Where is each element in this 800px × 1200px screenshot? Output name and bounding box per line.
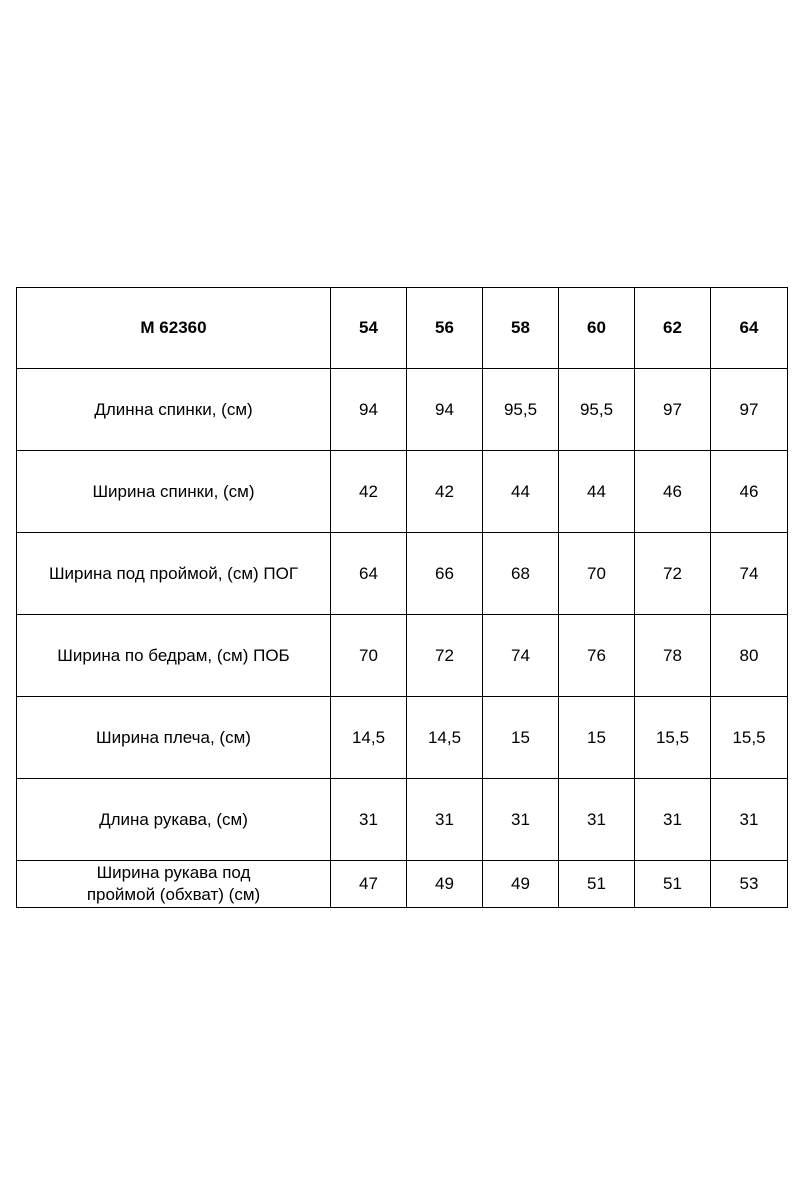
value-cell: 15,5 [711,697,788,779]
table-row [17,451,788,533]
value-cell: 78 [635,615,711,697]
value-cell: 42 [331,451,407,533]
table-row [17,779,788,861]
value-cell: 74 [483,615,559,697]
table-row [17,697,788,779]
value-cell: 70 [331,615,407,697]
value-cell: 44 [559,451,635,533]
table-row [17,533,788,615]
value-cell: 97 [711,369,788,451]
value-cell: 80 [711,615,788,697]
value-cell: 46 [711,451,788,533]
size-chart-table [16,287,788,908]
value-cell: 53 [711,861,788,908]
value-cell: 97 [635,369,711,451]
value-cell: 14,5 [331,697,407,779]
value-cell: 68 [483,533,559,615]
size-header: 64 [711,288,788,369]
row-label: Ширина под проймой, (см) ПОГ [17,533,331,615]
table-row [17,615,788,697]
value-cell: 31 [331,779,407,861]
row-label: Ширина спинки, (см) [17,451,331,533]
size-header: 62 [635,288,711,369]
row-label-line: проймой (обхват) (см) [86,885,261,904]
value-cell: 15,5 [635,697,711,779]
value-cell: 94 [407,369,483,451]
size-header: 56 [407,288,483,369]
header-row [17,288,788,369]
value-cell: 42 [407,451,483,533]
row-label: Ширина по бедрам, (см) ПОБ [17,615,331,697]
value-cell: 51 [559,861,635,908]
value-cell: 66 [407,533,483,615]
value-cell: 15 [483,697,559,779]
size-header: 58 [483,288,559,369]
value-cell: 64 [331,533,407,615]
value-cell: 31 [635,779,711,861]
value-cell: 44 [483,451,559,533]
value-cell: 72 [635,533,711,615]
value-cell: 31 [559,779,635,861]
value-cell: 47 [331,861,407,908]
value-cell: 51 [635,861,711,908]
row-label: Ширина плеча, (см) [17,697,331,779]
value-cell: 95,5 [483,369,559,451]
value-cell: 49 [483,861,559,908]
model-title: M 62360 [17,288,331,369]
value-cell: 31 [711,779,788,861]
size-header: 54 [331,288,407,369]
value-cell: 31 [407,779,483,861]
row-label: Длина рукава, (см) [17,779,331,861]
value-cell: 70 [559,533,635,615]
value-cell: 49 [407,861,483,908]
value-cell: 14,5 [407,697,483,779]
row-label [17,861,331,908]
value-cell: 94 [331,369,407,451]
value-cell: 31 [483,779,559,861]
value-cell: 74 [711,533,788,615]
size-header: 60 [559,288,635,369]
row-label-line: Ширина рукава под [96,863,251,882]
value-cell: 76 [559,615,635,697]
value-cell: 46 [635,451,711,533]
value-cell: 72 [407,615,483,697]
row-label: Длинна спинки, (см) [17,369,331,451]
table-row [17,369,788,451]
value-cell: 15 [559,697,635,779]
value-cell: 95,5 [559,369,635,451]
table-row [17,861,788,908]
